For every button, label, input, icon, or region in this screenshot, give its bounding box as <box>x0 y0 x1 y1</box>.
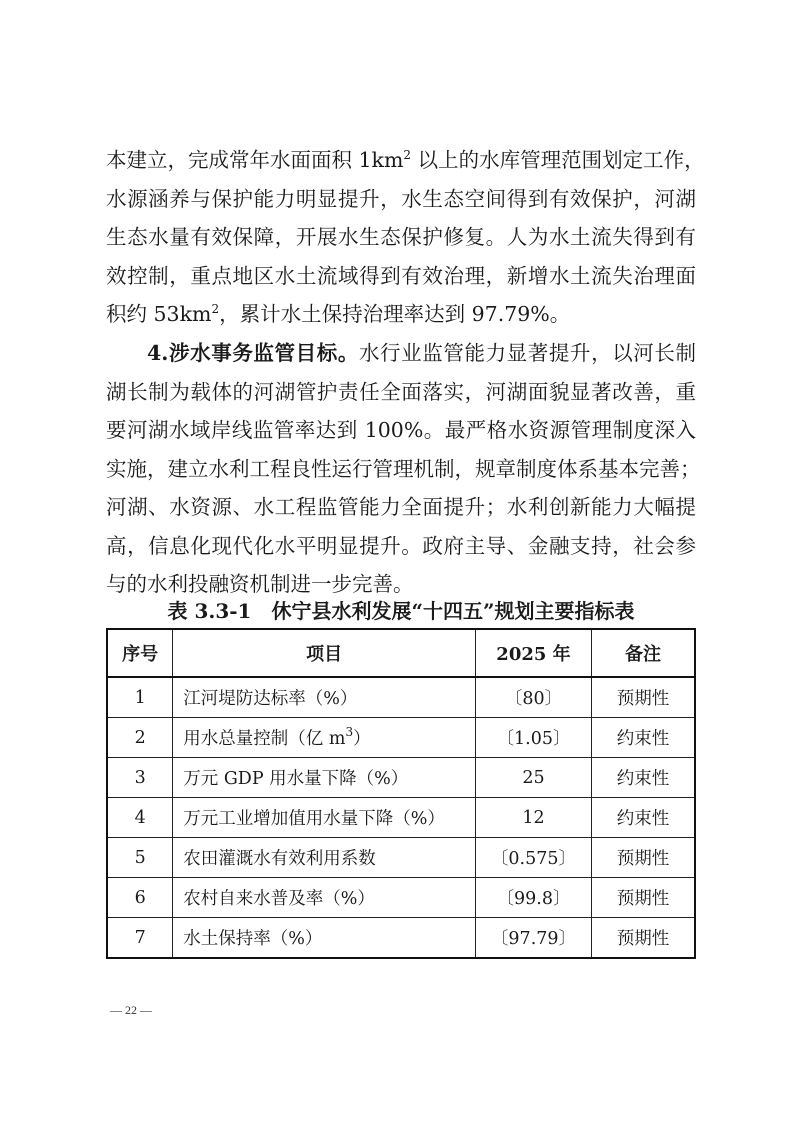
cell-value: 〔1.05〕 <box>476 718 592 758</box>
text-line: 生态水量有效保障，开展水生态保护修复。人为水土流失得到有 <box>106 225 696 249</box>
cell-value: 〔99.8〕 <box>476 878 592 918</box>
cell-note: 约束性 <box>591 758 695 798</box>
page-number: — 22 — <box>110 1003 152 1017</box>
cell-no: 2 <box>107 718 173 758</box>
cell-value: 25 <box>476 758 592 798</box>
header-year: 2025 年 <box>476 629 592 677</box>
cell-no: 5 <box>107 838 173 878</box>
cell-item: 农田灌溉水有效利用系数 <box>173 838 476 878</box>
cell-item: 农村自来水普及率（%） <box>173 878 476 918</box>
cell-note: 约束性 <box>591 798 695 838</box>
text-line: 积约 $53km^2$，累计水土保持治理率达到 97.79%。 <box>106 302 571 326</box>
text-line: 要河湖水域岸线监管率达到 100%。最严格水资源管理制度深入 <box>106 418 696 442</box>
cell-item: 万元 GDP 用水量下降（%） <box>173 758 476 798</box>
section-heading: 4.涉水事务监管目标。 <box>147 341 359 365</box>
cell-note: 约束性 <box>591 718 695 758</box>
table-row <box>107 677 695 718</box>
table-row <box>107 798 695 838</box>
table-row <box>107 718 695 758</box>
cell-no: 4 <box>107 798 173 838</box>
text-line: 湖长制为载体的河湖管护责任全面落实，河湖面貌显著改善，重 <box>106 379 696 404</box>
text-line: 河湖、水资源、水工程监管能力全面提升；水利创新能力大幅提 <box>106 495 696 519</box>
cell-item: 万元工业增加值用水量下降（%） <box>173 798 476 838</box>
cell-note: 预期性 <box>591 677 695 718</box>
text-line: 与的水利投融资机制进一步完善。 <box>106 572 414 596</box>
cell-value: 〔80〕 <box>476 677 592 718</box>
cell-no: 3 <box>107 758 173 798</box>
cell-value: 〔97.79〕 <box>476 918 592 959</box>
paragraph-supervision-goals <box>106 334 701 604</box>
cell-note: 预期性 <box>591 838 695 878</box>
table-row <box>107 878 695 918</box>
indicator-table <box>106 628 696 959</box>
table-row <box>107 838 695 878</box>
cell-note: 预期性 <box>591 918 695 959</box>
text-line: 效控制，重点地区水土流域得到有效治理，新增水土流失治理面 <box>106 263 696 288</box>
table-caption: 表 3.3-1 休宁县水利发展“十四五”规划主要指标表 <box>167 599 635 623</box>
cell-no: 7 <box>107 918 173 959</box>
table-header-row <box>107 629 695 677</box>
cell-note: 预期性 <box>591 878 695 918</box>
text-line: 水源涵养与保护能力明显提升，水生态空间得到有效保护，河湖 <box>106 186 696 211</box>
text-line: 实施，建立水利工程良性运行管理机制，规章制度体系基本完善； <box>106 456 701 481</box>
cell-value: 〔0.575〕 <box>476 838 592 878</box>
cell-item: 江河堤防达标率（%） <box>173 677 476 718</box>
cell-value: 12 <box>476 798 592 838</box>
cell-item: 用水总量控制（亿 $m^3$） <box>173 718 476 758</box>
text-line: 高，信息化现代化水平明显提升。政府主导、金融支持，社会参 <box>106 533 696 558</box>
table-row <box>107 918 695 959</box>
header-no: 序号 <box>107 629 173 677</box>
paragraph-water-ecology <box>106 141 705 334</box>
cell-no: 1 <box>107 677 173 718</box>
cell-item: 水土保持率（%） <box>173 918 476 959</box>
text-line: 本建立，完成常年水面面积 $1km^2$ 以上的水库管理范围划定工作， <box>106 148 705 172</box>
cell-no: 6 <box>107 878 173 918</box>
table-row <box>107 758 695 798</box>
text-line: 4.涉水事务监管目标。水行业监管能力显著提升，以河长制 <box>147 341 697 365</box>
header-item: 项目 <box>173 629 476 677</box>
header-note: 备注 <box>591 629 695 677</box>
